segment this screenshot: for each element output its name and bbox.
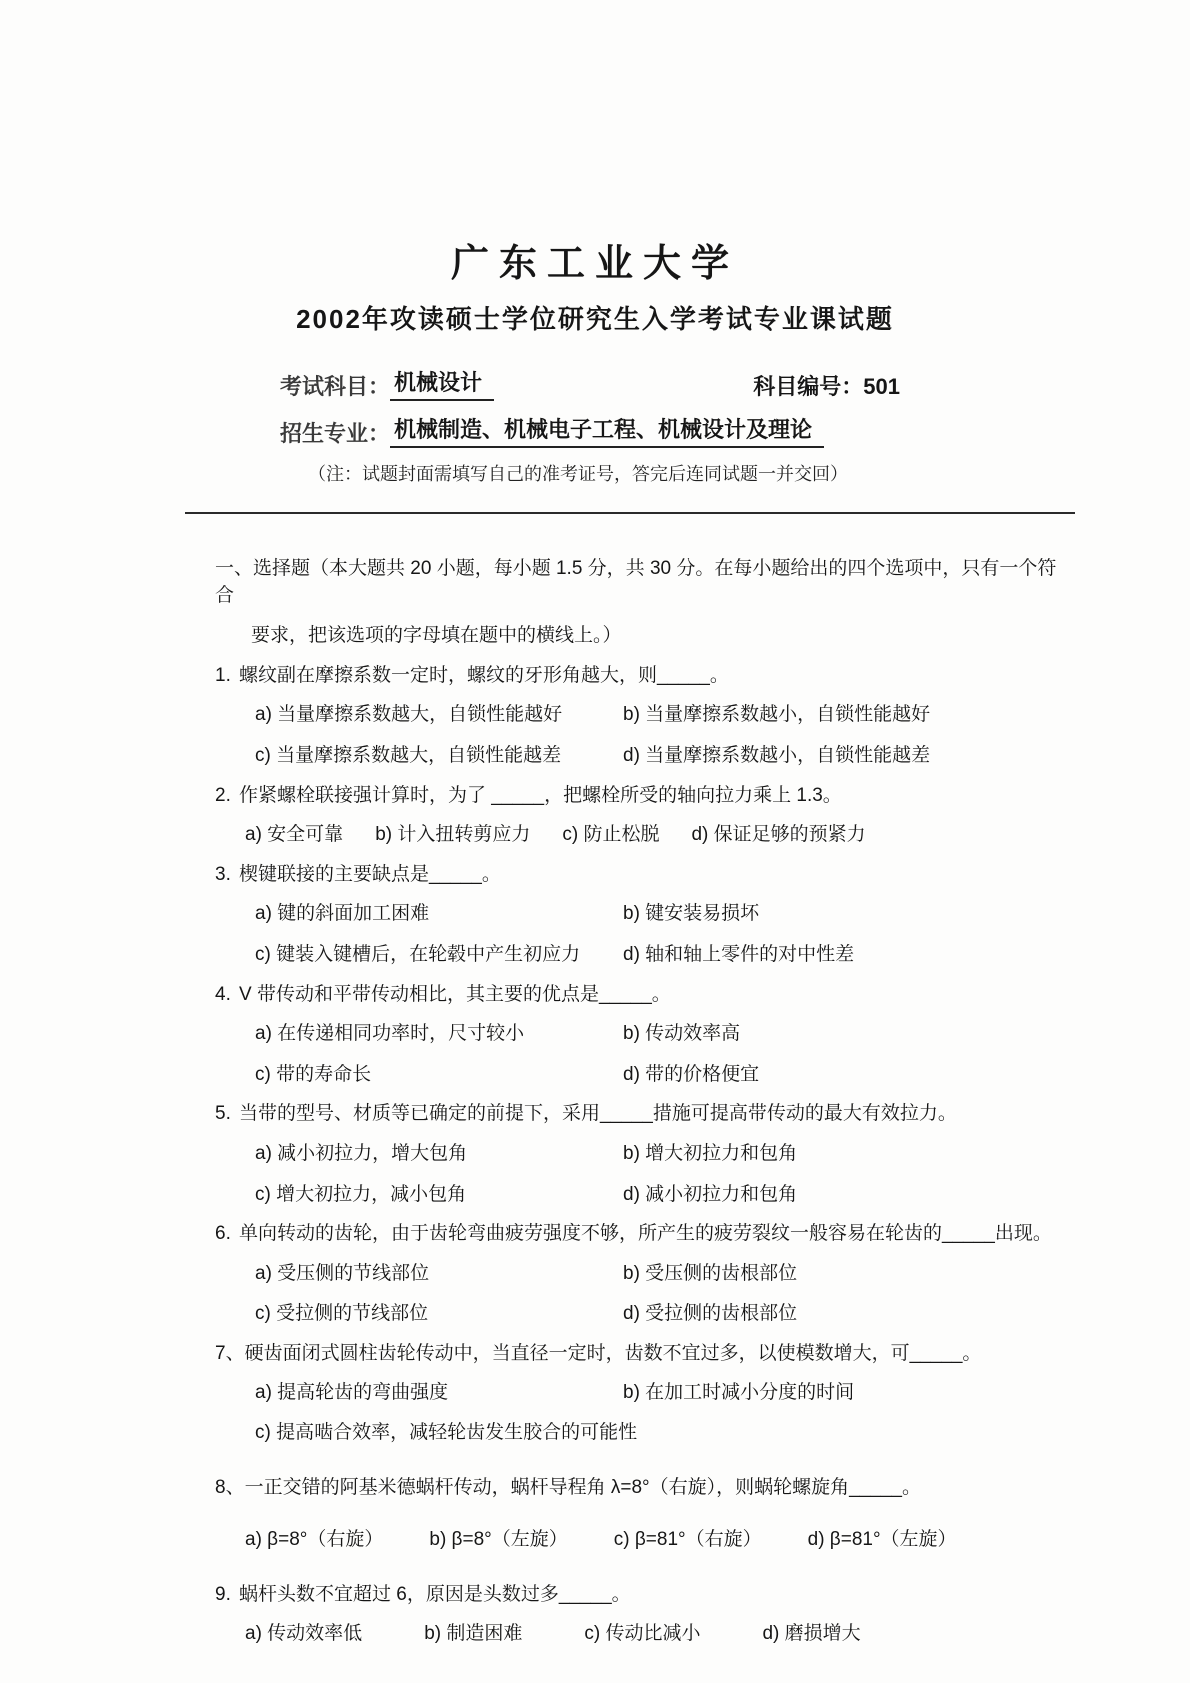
- question-stem: V 带传动和平带传动相比，其主要的优点是_____。: [239, 983, 671, 1005]
- option-d: d) 受拉侧的齿根部位: [623, 1303, 798, 1325]
- subject-code-label: 科目编号：: [753, 374, 864, 399]
- question-stem: 作紧螺栓联接强计算时，为了 _____，把螺栓所受的轴向拉力乘上 1.3。: [239, 784, 842, 806]
- subject-code: [753, 370, 900, 401]
- option-c: c) 防止松脱: [562, 824, 660, 846]
- exam-meta: [280, 366, 900, 448]
- question-8-options: [215, 1527, 1075, 1554]
- option-b: b) 传动效率高: [623, 1023, 741, 1045]
- major-label: 招生专业：: [280, 421, 391, 446]
- option-d: d) β=81°（左旋）: [807, 1529, 957, 1551]
- subject-label: 考试科目：: [280, 374, 391, 399]
- subject-code-value: 501: [863, 374, 900, 399]
- option-c: c) 键装入键槽后，在轮毂中产生初应力: [255, 943, 581, 965]
- option-a: a) 键的斜面加工困难: [255, 903, 430, 925]
- question-stem: 楔键联接的主要缺点是_____。: [239, 863, 501, 885]
- option-b: b) 在加工时减小分度的时间: [623, 1382, 855, 1404]
- option-a: a) 传动效率低: [245, 1623, 363, 1645]
- question-2-options: [215, 822, 1075, 849]
- question-number: 4.: [215, 983, 231, 1005]
- question-4: [215, 982, 1075, 1089]
- question-section: [215, 556, 1075, 1648]
- option-a: a) 减小初拉力，增大包角: [255, 1142, 468, 1164]
- question-4-options: [215, 1021, 1075, 1088]
- major-value: 机械制造、机械电子工程、机械设计及理论: [390, 413, 824, 448]
- question-stem: 单向转动的齿轮，由于齿轮弯曲疲劳强度不够，所产生的疲劳裂纹一般容易在轮齿的_____出现。: [239, 1223, 1052, 1245]
- subject-row: [280, 366, 900, 401]
- option-b: b) 计入扭转剪应力: [375, 824, 531, 846]
- question-5: [215, 1101, 1075, 1208]
- question-7: [215, 1341, 1075, 1447]
- option-c: c) 受拉侧的节线部位: [255, 1303, 429, 1325]
- question-9-options: [215, 1621, 1075, 1648]
- question-3-options: [215, 901, 1075, 968]
- page-title: 广东工业大学: [450, 243, 739, 285]
- option-c: c) 当量摩擦系数越大，自锁性能越差: [255, 744, 562, 766]
- option-c: c) 增大初拉力，减小包角: [255, 1183, 467, 1205]
- option-c: c) 传动比减小: [584, 1623, 701, 1645]
- option-b: b) 当量摩擦系数越小，自锁性能越好: [623, 704, 931, 726]
- exam-subtitle: 2002年攻读硕士学位研究生入学考试专业课试题: [296, 304, 894, 334]
- question-1-options: [215, 702, 1075, 769]
- question-number: 9.: [215, 1583, 231, 1605]
- question-number: 7、: [215, 1342, 245, 1364]
- question-9: [215, 1582, 1075, 1648]
- option-d: d) 磨损增大: [762, 1623, 861, 1645]
- question-number: 1.: [215, 664, 231, 686]
- question-6: [215, 1221, 1075, 1328]
- option-c: c) 提高啮合效率，减轻轮齿发生胶合的可能性: [255, 1422, 638, 1444]
- option-d: d) 保证足够的预紧力: [691, 824, 866, 846]
- option-b: b) 受压侧的齿根部位: [623, 1262, 798, 1284]
- section-heading-line2: 要求，把该选项的字母填在题中的横线上。）: [251, 625, 622, 647]
- exam-note: （注：试题封面需填写自己的准考证号，答完后连同试题一并交回）: [308, 464, 848, 484]
- question-number: 8、: [215, 1476, 245, 1498]
- option-a: a) 在传递相同功率时，尺寸较小: [255, 1023, 525, 1045]
- option-b: b) β=8°（左旋）: [429, 1529, 568, 1551]
- option-a: a) 提高轮齿的弯曲强度: [255, 1382, 449, 1404]
- subject-value: 机械设计: [390, 366, 494, 401]
- question-6-options: [215, 1261, 1075, 1328]
- question-7-options: [215, 1380, 1075, 1407]
- option-b: b) 增大初拉力和包角: [623, 1142, 798, 1164]
- option-d: d) 当量摩擦系数越小，自锁性能越差: [623, 744, 931, 766]
- question-number: 2.: [215, 784, 231, 806]
- option-d: d) 轴和轴上零件的对中性差: [623, 943, 855, 965]
- question-8: [215, 1475, 1075, 1554]
- question-stem: 蜗杆头数不宜超过 6，原因是头数过多_____。: [239, 1583, 631, 1605]
- question-1: [215, 663, 1075, 770]
- question-number: 6.: [215, 1223, 231, 1245]
- option-b: b) 键安装易损坏: [623, 903, 760, 925]
- question-number: 3.: [215, 863, 231, 885]
- major-row: [280, 413, 900, 448]
- question-3: [215, 862, 1075, 969]
- divider-line: [185, 512, 1075, 514]
- option-d: d) 带的价格便宜: [623, 1063, 760, 1085]
- question-stem: 螺纹副在摩擦系数一定时，螺纹的牙形角越大，则_____。: [239, 664, 729, 686]
- question-2: [215, 783, 1075, 849]
- question-5-options: [215, 1141, 1075, 1208]
- section-heading-line1: 一、选择题（本大题共 20 小题，每小题 1.5 分，共 30 分。在每小题给出的四个选项中，只有一个符合: [215, 558, 1057, 606]
- option-a: a) 安全可靠: [245, 824, 344, 846]
- option-a: a) 当量摩擦系数越大，自锁性能越好: [255, 704, 563, 726]
- question-number: 5.: [215, 1103, 231, 1125]
- question-stem: 当带的型号、材质等已确定的前提下，采用_____措施可提高带传动的最大有效拉力。: [239, 1103, 957, 1125]
- option-d: d) 减小初拉力和包角: [623, 1183, 798, 1205]
- question-stem: 硬齿面闭式圆柱齿轮传动中，当直径一定时，齿数不宜过多，以使模数增大，可_____。: [244, 1342, 982, 1364]
- question-stem: 一正交错的阿基米德蜗杆传动，蜗杆导程角 λ=8°（右旋），则蜗轮螺旋角_____。: [244, 1476, 921, 1498]
- option-a: a) β=8°（右旋）: [245, 1529, 384, 1551]
- option-a: a) 受压侧的节线部位: [255, 1262, 430, 1284]
- option-c: c) 带的寿命长: [255, 1063, 372, 1085]
- option-c: c) β=81°（右旋）: [613, 1529, 762, 1551]
- option-b: b) 制造困难: [424, 1623, 523, 1645]
